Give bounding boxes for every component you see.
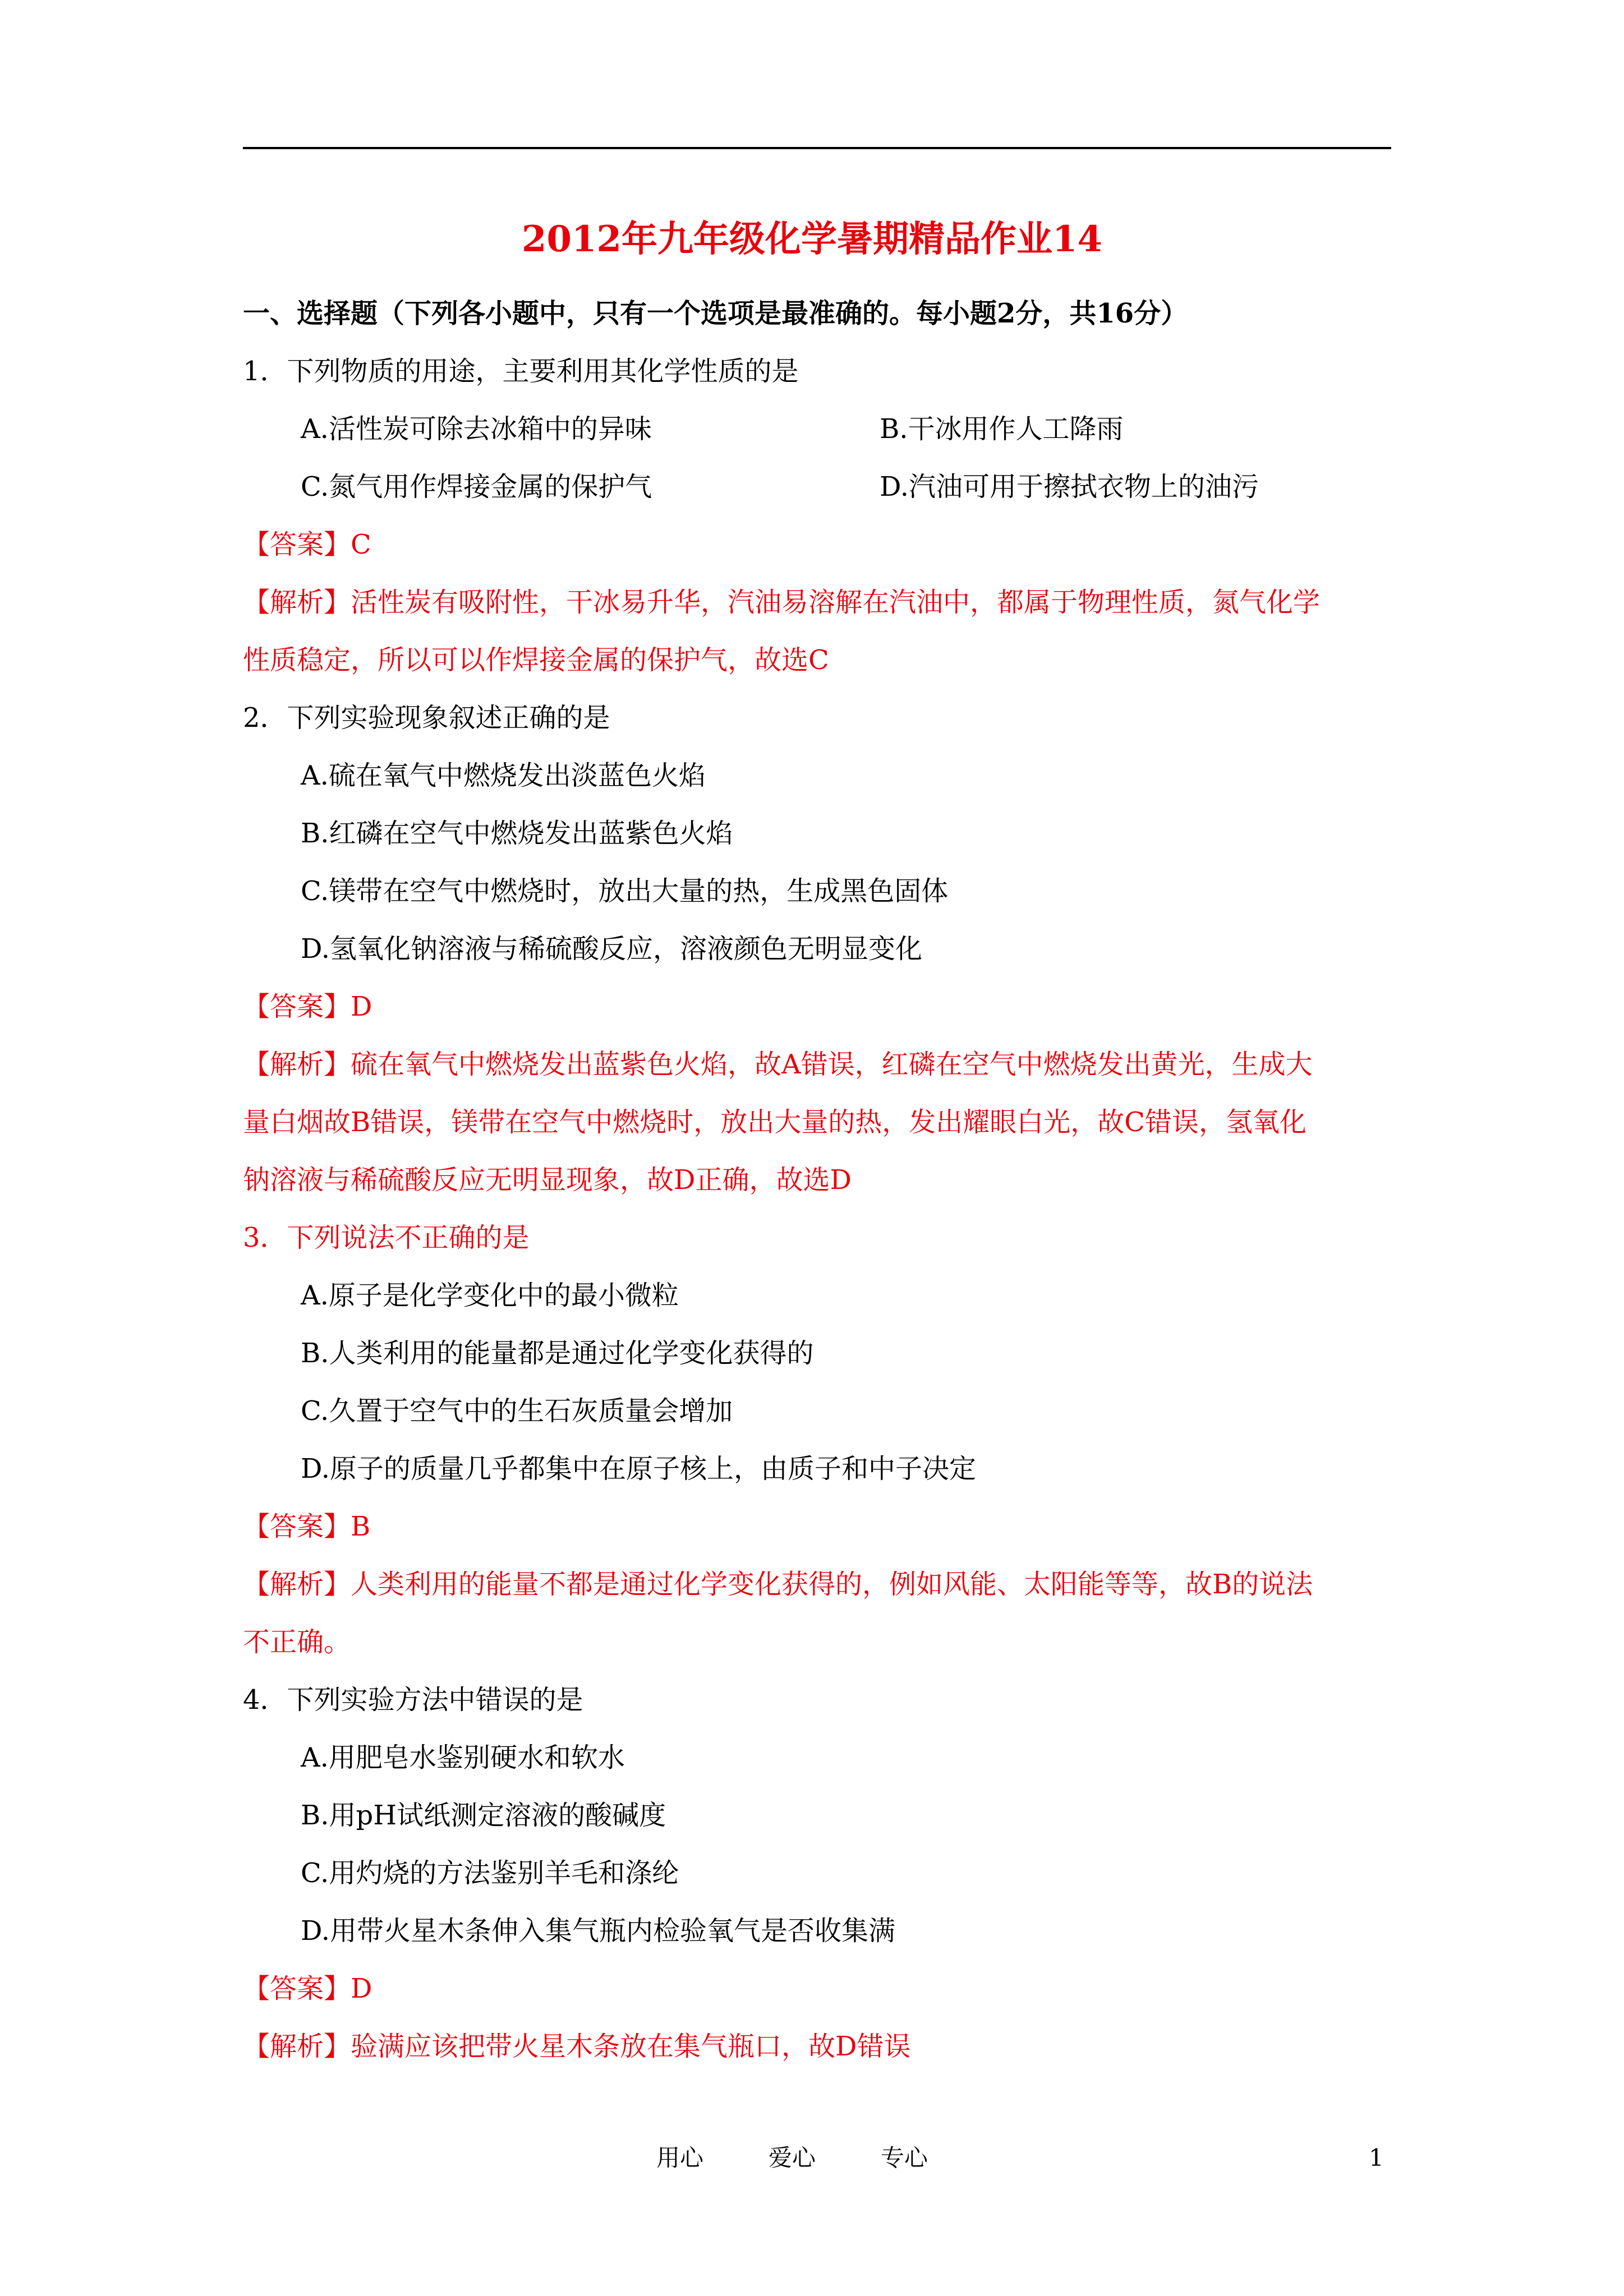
question-4-analysis-line-1: 【解析】验满应该把带火星木条放在集气瓶口，故D错误 <box>243 2031 911 2062</box>
question-1-answer: 【答案】C <box>243 529 371 560</box>
footer-slogan-3: 专心 <box>881 2144 928 2171</box>
question-4-stem: 4．下列实验方法中错误的是 <box>243 1684 583 1716</box>
question-2-analysis-line-3: 钠溶液与稀硫酸反应无明显现象，故D正确，故选D <box>243 1164 852 1196</box>
question-2-option-b: B.红磷在空气中燃烧发出蓝紫色火焰 <box>301 818 733 849</box>
question-1-option-a: A.活性炭可除去冰箱中的异味 <box>301 413 652 445</box>
question-3-answer: 【答案】B <box>243 1511 371 1542</box>
question-4-option-a: A.用肥皂水鉴别硬水和软水 <box>301 1742 625 1773</box>
question-4-answer: 【答案】D <box>243 1973 372 2004</box>
question-3-option-b: B.人类利用的能量都是通过化学变化获得的 <box>301 1338 814 1369</box>
question-1-option-c: C.氮气用作焊接金属的保护气 <box>301 471 652 502</box>
question-1-analysis-line-1: 【解析】活性炭有吸附性，干冰易升华，汽油易溶解在汽油中，都属于物理性质，氮气化学 <box>243 587 1321 618</box>
page-number: 1 <box>1369 2144 1384 2171</box>
question-1-option-b: B.干冰用作人工降雨 <box>880 413 1124 445</box>
question-1-analysis-line-2: 性质稳定，所以可以作焊接金属的保护气，故选C <box>243 644 829 676</box>
question-4-option-b: B.用pH试纸测定溶液的酸碱度 <box>301 1800 666 1831</box>
section-heading: 一、选择题（下列各小题中，只有一个选项是最准确的。每小题2分，共16分） <box>243 298 1188 329</box>
question-2-option-c: C.镁带在空气中燃烧时，放出大量的热，生成黑色固体 <box>301 875 949 907</box>
question-1-option-d: D.汽油可用于擦拭衣物上的油污 <box>880 471 1259 502</box>
question-3-stem: 3．下列说法不正确的是 <box>243 1222 530 1253</box>
header-rule <box>243 147 1391 149</box>
page-title: 2012年九年级化学暑期精品作业14 <box>521 218 1103 260</box>
question-1-stem: 1．下列物质的用途，主要利用其化学性质的是 <box>243 356 799 387</box>
question-3-analysis-line-1: 【解析】人类利用的能量不都是通过化学变化获得的，例如风能、太阳能等等，故B的说法 <box>243 1569 1313 1600</box>
question-4-option-c: C.用灼烧的方法鉴别羊毛和涤纶 <box>301 1857 679 1889</box>
question-3-analysis-line-2: 不正确。 <box>243 1626 351 1658</box>
footer-slogan-1: 用心 <box>656 2144 704 2171</box>
question-2-answer: 【答案】D <box>243 991 372 1022</box>
question-4-option-d: D.用带火星木条伸入集气瓶内检验氧气是否收集满 <box>301 1915 896 1947</box>
question-2-stem: 2．下列实验现象叙述正确的是 <box>243 702 610 734</box>
question-2-analysis-line-2: 量白烟故B错误，镁带在空气中燃烧时，放出大量的热，发出耀眼白光，故C错误，氢氧化 <box>243 1106 1307 1138</box>
question-2-option-d: D.氢氧化钠溶液与稀硫酸反应，溶液颜色无明显变化 <box>301 933 923 965</box>
question-3-option-c: C.久置于空气中的生石灰质量会增加 <box>301 1395 733 1427</box>
question-2-option-a: A.硫在氧气中燃烧发出淡蓝色火焰 <box>301 760 706 791</box>
question-2-analysis-line-1: 【解析】硫在氧气中燃烧发出蓝紫色火焰，故A错误，红磷在空气中燃烧发出黄光，生成大 <box>243 1049 1313 1080</box>
question-3-option-a: A.原子是化学变化中的最小微粒 <box>301 1280 679 1311</box>
footer-slogan-2: 爱心 <box>769 2144 816 2171</box>
question-3-option-d: D.原子的质量几乎都集中在原子核上，由质子和中子决定 <box>301 1453 977 1484</box>
